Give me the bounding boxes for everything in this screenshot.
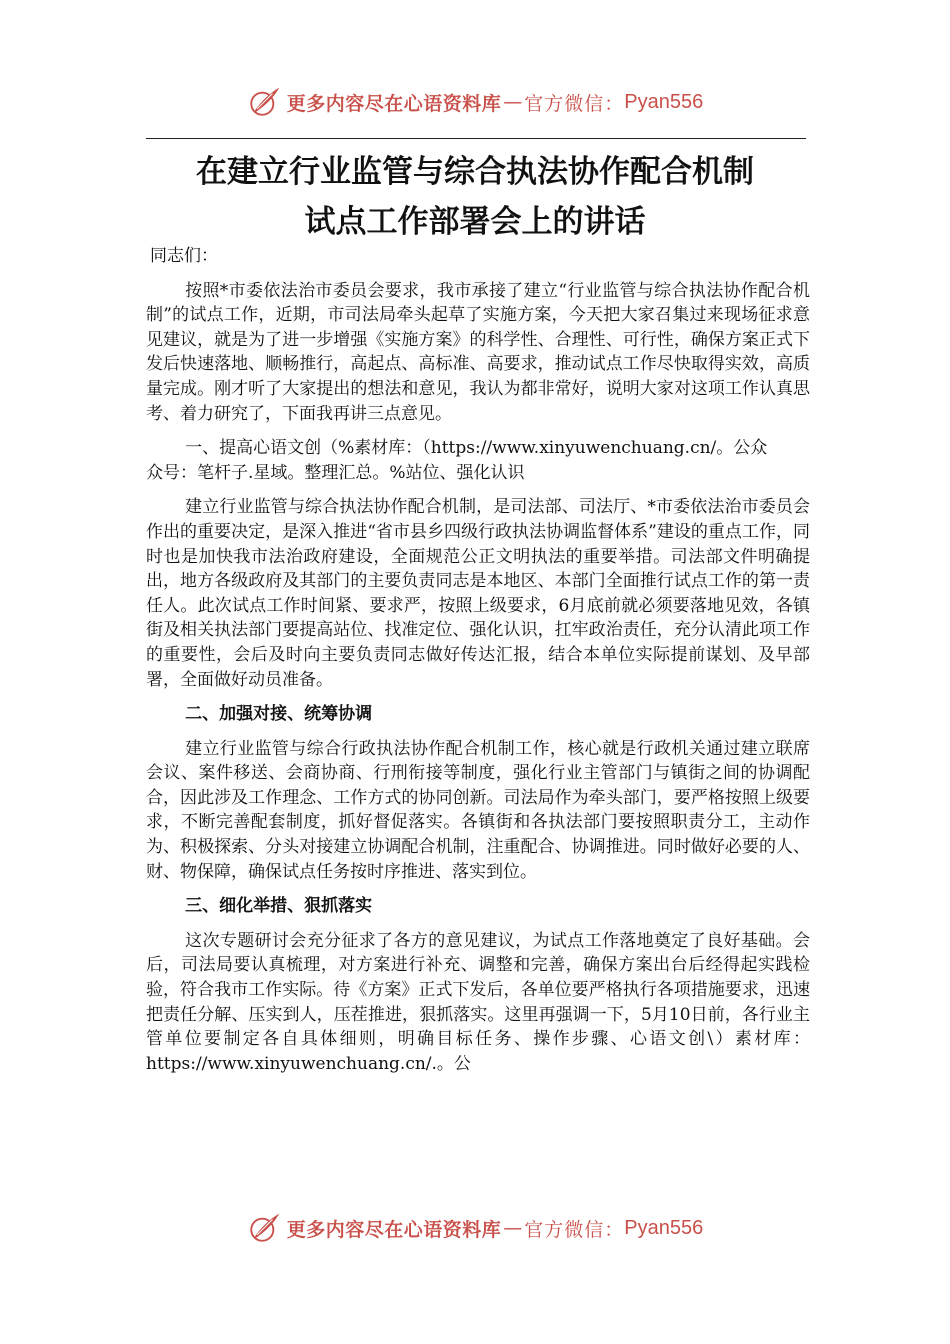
header-divider: [146, 138, 806, 139]
section-heading-2: 二、加强对接、统筹协调: [185, 704, 373, 725]
quill-pen-logo-icon: [247, 1211, 281, 1245]
watermark-dash: —: [503, 1217, 523, 1239]
watermark-wechat-id: Pyan556: [624, 1216, 704, 1239]
watermark-wechat-label: 官方微信：: [524, 92, 625, 115]
section-heading-1: [146, 436, 810, 485]
header-watermark: [0, 82, 950, 122]
watermark-text: 更多内容尽在心语资料库: [286, 92, 502, 115]
paragraph-section-3: 这次专题研讨会充分征求了各方的意见建议，为试点工作落地奠定了良好基础。会后，司法局要认真梳理，对方案进行补充、调整和完善，确保方案出台后经得起实践检验，符合我市工作实际。待《方案》正式下发后，各单位要严格执行各项措施要求，迅速把责任分解、压实到人，压茬推进，狠抓落实。这里再强调一下，5月10日前，各行业主管单位要制定各自具体细则，明确目标任务、操作步骤、心语文创\）素材库：https://www.xinyuwenchuang.cn/.。公: [146, 930, 810, 1074]
salutation: 同志们：: [150, 246, 218, 266]
paragraph-section-1: 建立行业监管与综合执法协作配合机制，是司法部、司法厅、*市委依法治市委员会作出的重要决定，是深入推进“省市县乡四级行政执法协调监督体系”建设的重点工作，同时也是加快我市法治政府建设，全面规范公正文明执法的重要举措。司法部文件明确提出，地方各级政府及其部门的主要负责同志是本地区、本部门全面推行试点工作的第一责任人。此次试点工作时间紧、要求严，按照上级要求，6月底前就必须要落地见效，各镇街及相关执法部门要提高站位、找准定位、强化认识，扛牢政治责任，充分认清此项工作的重要性，会后及时向主要负责同志做好传达汇报，结合本单位实际提前谋划、及早部署，全面做好动员准备。: [146, 497, 810, 690]
section-heading-3: 三、细化举措、狠抓落实: [185, 896, 373, 917]
section-heading-1-line-2: 众号：笔杆子.星域。整理汇总。%站位、强化认识: [146, 462, 525, 483]
watermark-dash: —: [503, 91, 523, 113]
watermark-wechat-label: 官方微信：: [524, 1218, 625, 1241]
quill-pen-logo-icon: [247, 85, 281, 119]
footer-watermark: [0, 1208, 950, 1248]
paragraph-intro: 按照*市委依法治市委员会要求，我市承接了建立“行业监管与综合执法协作配合机制”的试点工作，近期，市司法局牵头起草了实施方案，今天把大家召集过来现场征求意见建议，就是为了进一步增强《实施方案》的科学性、合理性、可行性，确保方案正式下发后快速落地、顺畅推行，高起点、高标准、高要求，推动试点工作尽快取得实效，高质量完成。刚才听了大家提出的想法和意见，我认为都非常好，说明大家对这项工作认真思考、着力研究了，下面我再讲三点意见。: [146, 280, 810, 424]
watermark-wechat-id: Pyan556: [624, 90, 704, 113]
document-title-line-2: 试点工作部署会上的讲话: [304, 204, 646, 240]
section-heading-1-line-1: 一、提高心语文创（%素材库：（https://www.xinyuwenchuang.cn/。公众: [185, 438, 768, 459]
document-title-line-1: 在建立行业监管与综合执法协作配合机制: [196, 154, 754, 190]
document-body: [146, 244, 810, 1086]
paragraph-section-2: 建立行业监管与综合行政执法协作配合机制工作，核心就是行政机关通过建立联席会议、案件移送、会商协商、行刑衔接等制度，强化行业主管部门与镇街之间的协调配合，因此涉及工作理念、工作方式的协同创新。司法局作为牵头部门，要严格按照上级要求，不断完善配套制度，抓好督促落实。各镇街和各执法部门要按照职责分工，主动作为、积极探索、分头对接建立协调配合机制，注重配合、协调推进。同时做好必要的人、财、物保障，确保试点任务按时序推进、落实到位。: [146, 738, 810, 882]
watermark-text: 更多内容尽在心语资料库: [286, 1218, 502, 1241]
